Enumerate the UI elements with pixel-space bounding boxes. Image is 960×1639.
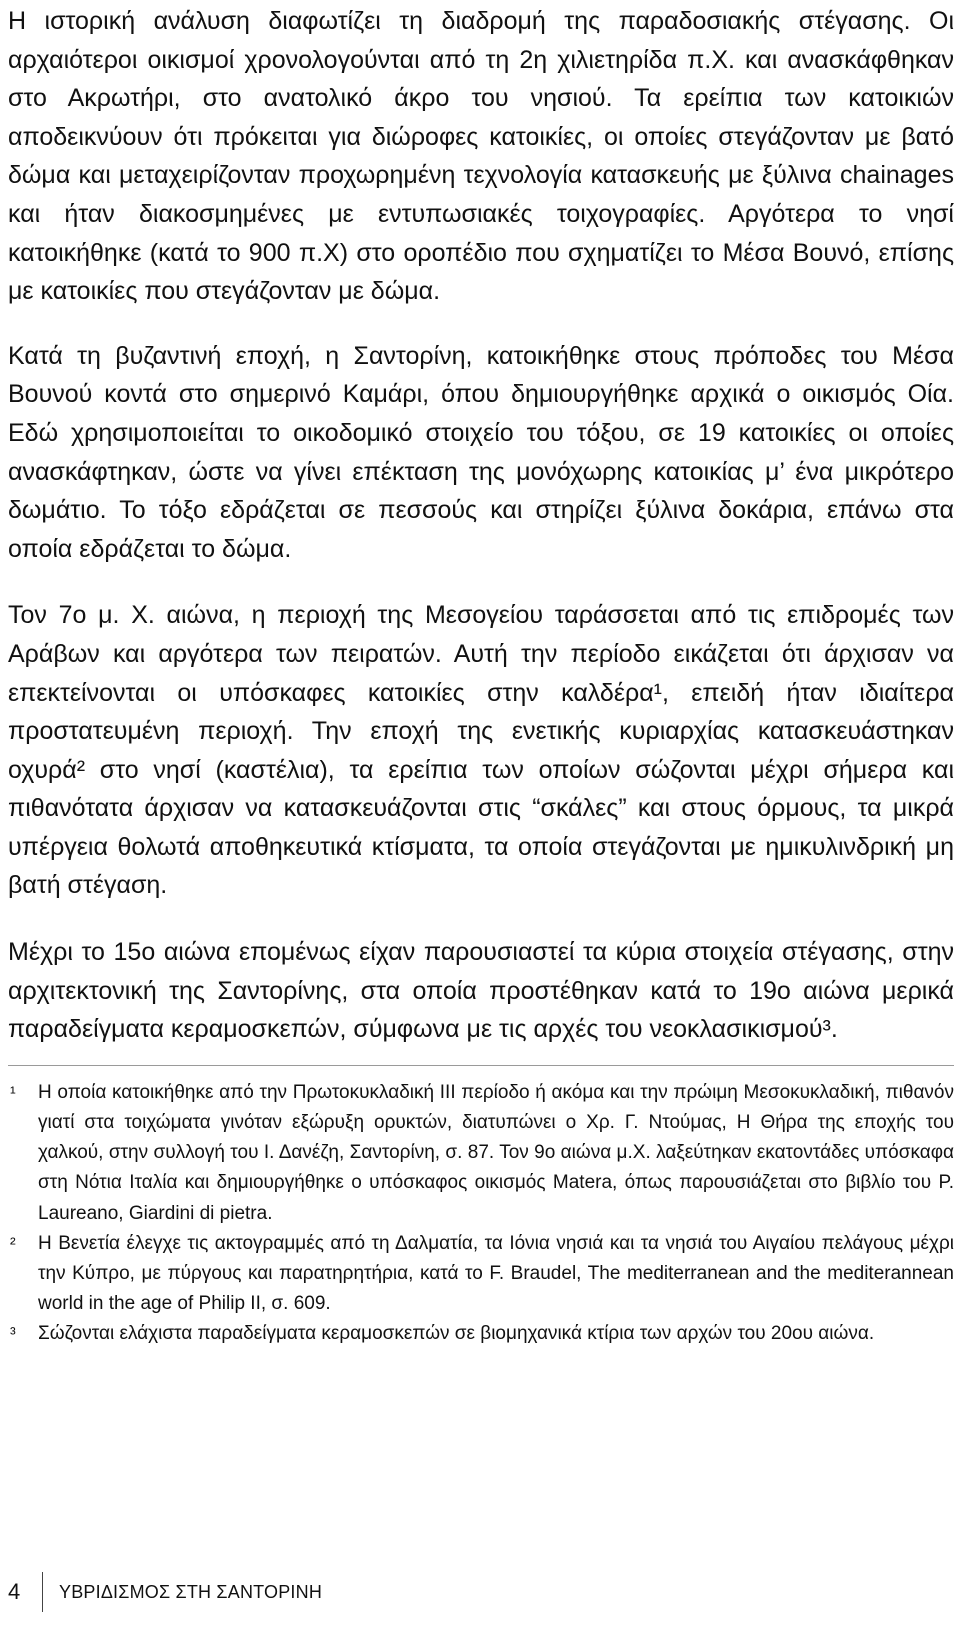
footnote-marker: ³ [10, 1324, 16, 1344]
footnote-2 [8, 1229, 954, 1320]
paragraph-4: Μέχρι το 15ο αιώνα επομένως είχαν παρουσιαστεί τα κύρια στοιχεία στέγασης, στην αρχιτεκτονική της Σαντορίνης, στα οποία προστέθηκαν κατά το 19ο αιώνα μερικά παραδείγματα κεραμοσκεπών, σύμφωνα με τις αρχές του νεοκλασικισμού³. [8, 938, 954, 1044]
footer-divider [42, 1572, 43, 1612]
footnote-marker: ² [10, 1233, 16, 1253]
body-text [8, 2, 954, 1049]
page-number: 4 [8, 1579, 21, 1604]
footnote-text: Σώζονται ελάχιστα παραδείγματα κεραμοσκεπών σε βιομηχανικά κτίρια των αρχών του 20ου αιώνα. [38, 1323, 875, 1345]
footnote-divider [8, 1065, 954, 1066]
page [8, 2, 954, 1350]
footnote-3 [8, 1319, 954, 1349]
running-title: ΥΒΡΙΔΙΣΜΟΣ ΣΤΗ ΣΑΝΤΟΡΙΝΗ [59, 1581, 323, 1602]
footnotes [8, 1078, 954, 1350]
footnote-marker: ¹ [10, 1082, 16, 1102]
paragraph-3: Τον 7ο μ. Χ. αιώνα, η περιοχή της Μεσογείου ταράσσεται από τις επιδρομές των Αράβων και αργότερα των πειρατών. Αυτή την περίοδο εικάζεται ότι άρχισαν να επεκτείνονται οι υπόσκαφες κατοικίες στην καλδέρα¹, επειδή ήταν ιδιαίτερα προστατευμένη περιοχή. Την εποχή της ενετικής κυριαρχίας κατασκευάστηκαν οχυρά² στο νησί (καστέλια), τα ερείπια των οποίων σώζονται μέχρι σήμερα και πιθανότατα άρχισαν να κατασκευάζονται στις “σκάλες” και στους όρμους, τα μικρά υπέργεια θολωτά αποθηκευτικά κτίσματα, τα οποία στεγάζονται με ημικυλινδρική μη βατή στέγαση. [8, 601, 954, 900]
paragraph-2: Κατά τη βυζαντινή εποχή, η Σαντορίνη, κατοικήθηκε στους πρόποδες του Μέσα Βουνού κοντά στο σημερινό Καμάρι, όπου δημιουργήθηκε αρχικά ο οικισμός Οία. Εδώ χρησιμοποιείται το οικοδομικό στοιχείο του τόξου, σε 19 κατοικίες οι οποίες ανασκάφτηκαν, ώστε να γίνει επέκταση της μονόχωρης κατοικίας μ’ ένα μικρότερο δωμάτιο. Το τόξο εδράζεται σε πεσσούς και στηρίζει ξύλινα δοκάρια, επάνω στα οποία εδράζεται το δώμα. [8, 341, 954, 563]
footnote-1 [8, 1078, 954, 1229]
footnote-text: Η Βενετία έλεγχε τις ακτογραμμές από τη Δαλματία, τα Ιόνια νησιά και τα νησιά του Αιγαίου πελάγους μέχρι την Κύπρο, με πύργους και παρατηρητήρια, κατά το F. Braudel, The mediterranean and the mediterannean world in the age of Philip II, σ. 609. [38, 1232, 954, 1315]
paragraph-1: Η ιστορική ανάλυση διαφωτίζει τη διαδρομή της παραδοσιακής στέγασης. Οι αρχαιότεροι οικισμοί χρονολογούνται από τη 2η χιλιετηρίδα π.Χ. και ανασκάφθηκαν στο Ακρωτήρι, στο ανατολικό άκρο του νησιού. Τα ερείπια των κατοικιών αποδεικνύουν ότι πρόκειται για διώροφες κατοικίες, οι οποίες στεγάζονταν με βατό δώμα και μεταχειρίζονταν προχωρημένη τεχνολογία κατασκευής με ξύλινα chainages και ήταν διακοσμημένες με εντυπωσιακές τοιχογραφίες. Αργότερα το νησί κατοικήθηκε (κατά το 900 π.Χ) στο οροπέδιο που σχηματίζει το Μέσα Βουνό, επίσης με κατοικίες που στεγάζονταν με δώμα. [8, 7, 954, 306]
page-footer [8, 1572, 322, 1612]
footnote-text: Η οποία κατοικήθηκε από την Πρωτοκυκλαδική ΙΙΙ περίοδο ή ακόμα και την πρώιμη Μεσοκυκλαδική, πιθανόν γιατί στα τοιχώματα γινόταν εξώρυξη ορυκτών, διατυπώνει ο Χρ. Γ. Ντούμας, Η Θήρα της εποχής του χαλκού, στην συλλογή του Ι. Δανέζη, Σαντορίνη, σ. 87. Τον 9ο αιώνα μ.Χ. λαξεύτηκαν εκατοντάδες υπόσκαφα στη Νότια Ιταλία και δημιουργήθηκε ο υπόσκαφος οικισμός Matera, όπως παρουσιάζεται στο βιβλίο του P. Laureano, Giardini di pietra. [38, 1081, 954, 1224]
